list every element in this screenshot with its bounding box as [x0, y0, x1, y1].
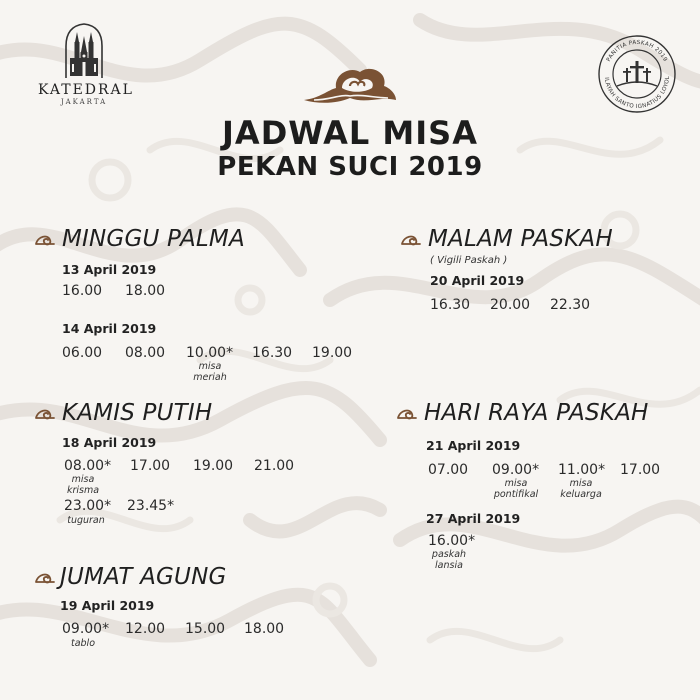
note-tuguran: tuguran	[67, 515, 105, 526]
seal-bottom-text: ILAYAH SANTO IGNATIUS LOYOL	[603, 75, 672, 111]
panitia-paskah-seal	[597, 34, 677, 114]
cathedral-icon	[62, 22, 106, 80]
time-kamis-putih-4: 23.00*	[64, 498, 112, 514]
time-hari-raya-paskah-2: 11.00*	[558, 462, 606, 478]
time-jumat-agung-0: 09.00*	[62, 621, 110, 637]
logo-subtitle: JAKARTA	[60, 98, 108, 106]
note-misa-krisma: misa krisma	[66, 474, 100, 496]
date-minggu-palma-1: 13 April 2019	[62, 262, 157, 277]
heading-minggu-palma: MINGGU PALMA	[62, 226, 245, 252]
time-malam-paskah-1: 20.00	[490, 297, 531, 313]
time-hari-raya-paskah-0: 07.00	[428, 462, 469, 478]
note-paskah-lansia: paskah lansia	[431, 549, 467, 571]
date-hari-raya-paskah-1: 21 April 2019	[426, 438, 521, 453]
time-kamis-putih-2: 19.00	[193, 458, 234, 474]
time-kamis-putih-0: 08.00*	[64, 458, 112, 474]
time-jumat-agung-1: 12.00	[125, 621, 166, 637]
time-hari-raya-paskah-1: 09.00*	[492, 462, 540, 478]
time-minggu-palma-1-1: 18.00	[125, 283, 166, 299]
time-malam-paskah-2: 22.30	[550, 297, 591, 313]
time-jumat-agung-2: 15.00	[185, 621, 226, 637]
note-tablo: tablo	[70, 638, 96, 649]
time-jumat-agung-3: 18.00	[244, 621, 285, 637]
time-minggu-palma-2-3: 16.30	[252, 345, 293, 361]
time-minggu-palma-2-1: 08.00	[125, 345, 166, 361]
subheading-vigili-paskah: ( Vigili Paskah )	[430, 255, 508, 266]
seal-top-text: PANITIA PASKAH 2019	[605, 39, 669, 63]
swirl-bullet-icon	[34, 570, 56, 586]
title-line-2: PEKAN SUCI 2019	[217, 152, 483, 182]
date-malam-paskah: 20 April 2019	[430, 273, 525, 288]
heading-malam-paskah: MALAM PASKAH	[428, 226, 613, 252]
crosses-icon	[617, 61, 657, 86]
time-kamis-putih-5: 23.45*	[127, 498, 175, 514]
time-kamis-putih-3: 21.00	[254, 458, 295, 474]
time-minggu-palma-2-0: 06.00	[62, 345, 103, 361]
time-minggu-palma-1-0: 16.00	[62, 283, 103, 299]
date-jumat-agung: 19 April 2019	[60, 598, 155, 613]
date-hari-raya-paskah-2: 27 April 2019	[426, 511, 521, 526]
swirl-bullet-icon	[34, 232, 56, 248]
note-misa-keluarga: misa keluarga	[560, 478, 602, 500]
title-line-1: JADWAL MISA	[222, 114, 478, 152]
note-misa-meriah: misa meriah	[193, 361, 227, 383]
time-minggu-palma-2-4: 19.00	[312, 345, 353, 361]
swirl-bullet-icon	[400, 232, 422, 248]
swirl-bullet-icon	[396, 406, 418, 422]
time-malam-paskah-0: 16.30	[430, 297, 471, 313]
heading-hari-raya-paskah: HARI RAYA PASKAH	[424, 400, 649, 426]
date-kamis-putih: 18 April 2019	[62, 435, 157, 450]
cloud-ornament-icon	[300, 60, 400, 110]
logo-name: KATEDRAL	[38, 82, 134, 98]
swirl-bullet-icon	[34, 406, 56, 422]
time-hari-raya-paskah-3: 17.00	[620, 462, 661, 478]
time-minggu-palma-2-2: 10.00*	[186, 345, 234, 361]
heading-kamis-putih: KAMIS PUTIH	[62, 400, 213, 426]
time-hari-raya-paskah-4: 16.00*	[428, 533, 476, 549]
date-minggu-palma-2: 14 April 2019	[62, 321, 157, 336]
note-misa-pontifikal: misa pontifikal	[493, 478, 539, 500]
heading-jumat-agung: JUMAT AGUNG	[60, 564, 227, 590]
time-kamis-putih-1: 17.00	[130, 458, 171, 474]
katedral-logo	[38, 22, 134, 106]
